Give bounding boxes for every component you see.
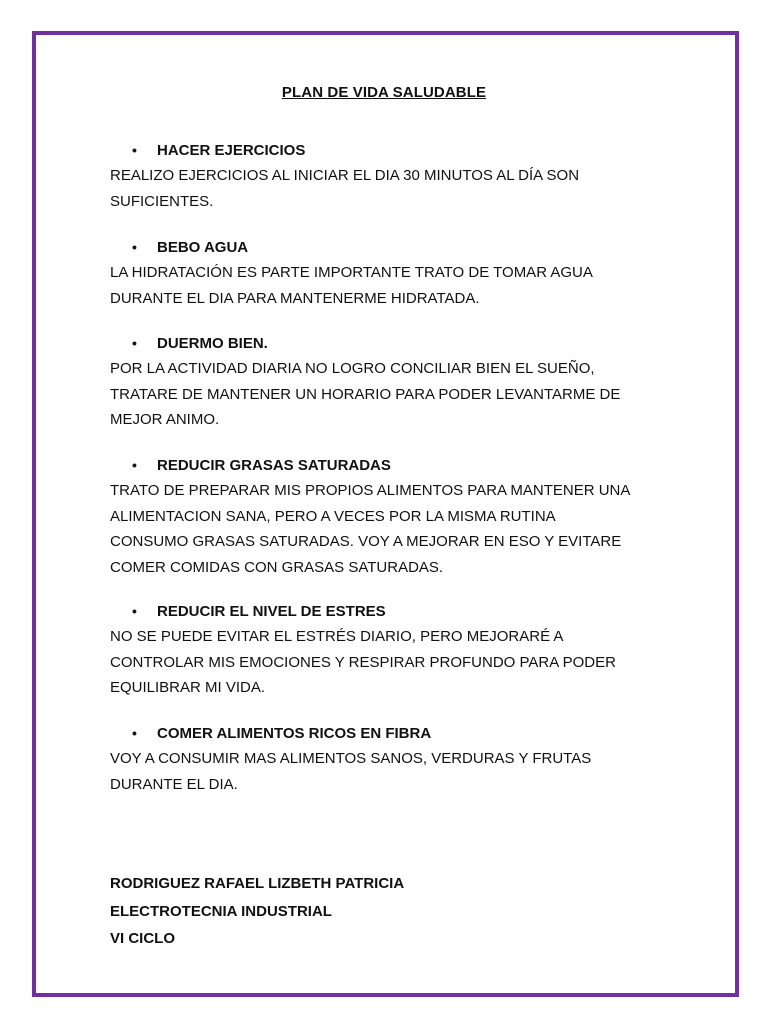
section-body-line: DURANTE EL DIA PARA MANTENERME HIDRATADA. [110,289,480,307]
bullet-icon: • [132,239,137,255]
section-reducir-grasas [110,453,670,580]
section-body-line: NO SE PUEDE EVITAR EL ESTRÉS DIARIO, PERO MEJORARÉ A [110,628,564,645]
section-body-line: COMER COMIDAS CON GRASAS SATURADAS. [110,558,444,576]
section-body-line: EQUILIBRAR MI VIDA. [110,679,266,696]
section-body-line: CONTROLAR MIS EMOCIONES Y RESPIRAR PROFUNDO PARA PODER [110,653,616,671]
section-heading-text: COMER ALIMENTOS RICOS EN FIBRA [157,725,432,742]
section-heading-text: DUERMO BIEN. [157,335,268,352]
author-program: ELECTROTECNIA INDUSTRIAL [110,902,332,920]
section-heading [110,453,670,478]
section-hacer-ejercicios [110,138,670,214]
section-heading-text: HACER EJERCICIOS [157,142,306,159]
section-heading-text: REDUCIR GRASAS SATURADAS [157,457,391,474]
section-body-line: POR LA ACTIVIDAD DIARIA NO LOGRO CONCILIAR BIEN EL SUEÑO, [110,360,595,377]
bullet-icon: • [132,457,137,473]
author-cycle: VI CICLO [110,930,176,947]
section-heading [110,138,670,163]
section-body-line: SUFICIENTES. [110,192,214,210]
section-heading [110,331,670,356]
bullet-icon: • [132,335,137,351]
section-alimentos-fibra [110,721,670,797]
section-body-line: LA HIDRATACIÓN ES PARTE IMPORTANTE TRATO DE TOMAR AGUA [110,264,593,281]
section-body-line: TRATO DE PREPARAR MIS PROPIOS ALIMENTOS PARA MANTENER UNA [110,482,631,499]
section-heading [110,599,670,624]
section-heading-text: REDUCIR EL NIVEL DE ESTRES [157,603,386,620]
section-body-line: CONSUMO GRASAS SATURADAS. VOY A MEJORAR EN ESO Y EVITARE [110,533,622,550]
section-heading [110,721,670,746]
section-body-line: TRATARE DE MANTENER UN HORARIO PARA PODER LEVANTARME DE [110,385,621,403]
section-body-line: DURANTE EL DIA. [110,775,238,793]
section-heading [110,235,670,260]
section-duermo-bien [110,331,670,433]
section-body-line: ALIMENTACION SANA, PERO A VECES POR LA MISMA RUTINA [110,507,556,525]
bullet-icon: • [132,142,137,158]
section-reducir-estres [110,599,670,701]
author-info [110,870,404,953]
section-body-line: REALIZO EJERCICIOS AL INICIAR EL DIA 30 MINUTOS AL DÍA SON [110,167,580,184]
bullet-icon: • [132,725,137,741]
section-body-line: MEJOR ANIMO. [110,411,220,428]
section-body-line: VOY A CONSUMIR MAS ALIMENTOS SANOS, VERDURAS Y FRUTAS [110,750,592,767]
section-bebo-agua [110,235,670,311]
bullet-icon: • [132,603,137,619]
author-name: RODRIGUEZ RAFAEL LIZBETH PATRICIA [110,875,405,892]
document-title: PLAN DE VIDA SALUDABLE [281,84,487,101]
section-heading-text: BEBO AGUA [157,239,249,256]
